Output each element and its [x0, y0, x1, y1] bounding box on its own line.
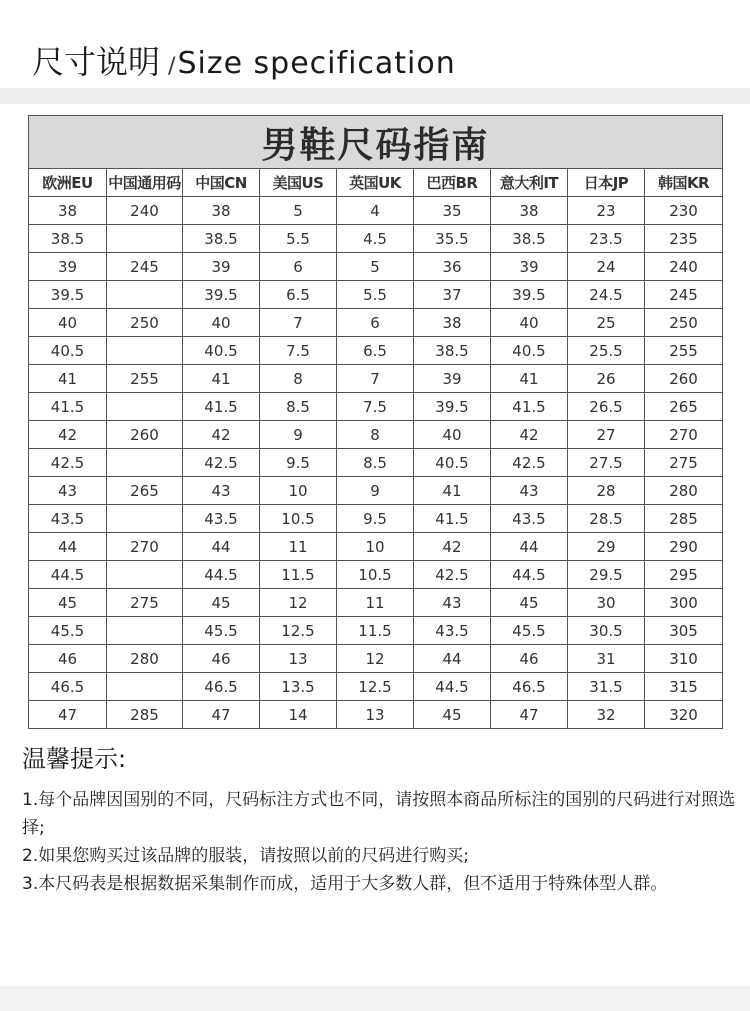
table-cell: 5.5: [337, 281, 414, 309]
table-cell: 12: [337, 645, 414, 673]
table-row: [29, 365, 723, 393]
table-cell: 44.5: [29, 561, 107, 589]
table-cell: 285: [645, 505, 723, 533]
table-cell: [107, 561, 183, 589]
table-cell: 42: [414, 533, 491, 561]
table-cell: 250: [107, 309, 183, 337]
table-cell: 41.5: [414, 505, 491, 533]
table-cell: 28: [568, 477, 645, 505]
table-cell: 42: [491, 421, 568, 449]
table-cell: 35: [414, 197, 491, 225]
title-separator: /: [168, 54, 176, 79]
table-cell: 280: [107, 645, 183, 673]
table-cell: 4.5: [337, 225, 414, 253]
table-cell: 44: [491, 533, 568, 561]
table-cell: 40.5: [183, 337, 260, 365]
table-row: [29, 645, 723, 673]
column-header: 英国UK: [337, 169, 414, 197]
table-cell: 255: [645, 337, 723, 365]
column-header: 韩国KR: [645, 169, 723, 197]
column-header: 意大利IT: [491, 169, 568, 197]
table-cell: [107, 281, 183, 309]
table-row: [29, 617, 723, 645]
page-title-en: Size specification: [177, 46, 456, 81]
table-row: [29, 533, 723, 561]
table-cell: 26.5: [568, 393, 645, 421]
table-row: [29, 561, 723, 589]
table-cell: 39: [29, 253, 107, 281]
table-cell: 45.5: [183, 617, 260, 645]
table-cell: 9.5: [260, 449, 337, 477]
table-row: [29, 197, 723, 225]
table-cell: 12.5: [337, 673, 414, 701]
table-cell: 6.5: [337, 337, 414, 365]
table-cell: 46.5: [491, 673, 568, 701]
table-cell: 7.5: [337, 393, 414, 421]
page-title: [32, 40, 456, 89]
table-cell: 26: [568, 365, 645, 393]
table-cell: 46.5: [29, 673, 107, 701]
table-cell: [107, 337, 183, 365]
table-title: 男鞋尺码指南: [29, 116, 723, 169]
table-row: [29, 421, 723, 449]
table-cell: 39: [414, 365, 491, 393]
table-cell: [107, 617, 183, 645]
table-cell: 12: [260, 589, 337, 617]
table-cell: 47: [491, 701, 568, 729]
table-cell: 6.5: [260, 281, 337, 309]
table-cell: 11.5: [337, 617, 414, 645]
table-cell: 240: [645, 253, 723, 281]
table-row: [29, 589, 723, 617]
table-cell: 280: [645, 477, 723, 505]
table-cell: 10: [337, 533, 414, 561]
table-cell: 42: [29, 421, 107, 449]
table-cell: 27: [568, 421, 645, 449]
table-cell: 245: [645, 281, 723, 309]
table-cell: 41.5: [29, 393, 107, 421]
table-cell: 8: [337, 421, 414, 449]
table-cell: 43.5: [183, 505, 260, 533]
table-cell: 10.5: [260, 505, 337, 533]
table-cell: 255: [107, 365, 183, 393]
table-cell: 230: [645, 197, 723, 225]
table-cell: [107, 449, 183, 477]
table-cell: 13: [337, 701, 414, 729]
table-cell: 38: [29, 197, 107, 225]
table-cell: 8.5: [260, 393, 337, 421]
table-cell: 29: [568, 533, 645, 561]
tip-item: 3.本尺码表是根据数据采集制作而成，适用于大多数人群，但不适用于特殊体型人群。: [22, 874, 668, 894]
table-cell: 13.5: [260, 673, 337, 701]
table-cell: 43: [491, 477, 568, 505]
table-cell: 13: [260, 645, 337, 673]
table-cell: 31: [568, 645, 645, 673]
table-cell: 35.5: [414, 225, 491, 253]
table-cell: 270: [107, 533, 183, 561]
table-row: [29, 281, 723, 309]
table-cell: 27.5: [568, 449, 645, 477]
table-cell: 28.5: [568, 505, 645, 533]
table-cell: 6: [337, 309, 414, 337]
table-cell: 41.5: [183, 393, 260, 421]
table-cell: 29.5: [568, 561, 645, 589]
table-cell: 45: [414, 701, 491, 729]
table-title-row: [29, 116, 723, 169]
table-cell: 39.5: [414, 393, 491, 421]
table-cell: [107, 225, 183, 253]
table-cell: 47: [183, 701, 260, 729]
table-cell: 42.5: [414, 561, 491, 589]
table-cell: 38.5: [29, 225, 107, 253]
column-header: 欧洲EU: [29, 169, 107, 197]
footer-band: [0, 986, 750, 1011]
page-header: [0, 0, 750, 88]
table-row: [29, 309, 723, 337]
table-cell: 9.5: [337, 505, 414, 533]
table-cell: 24: [568, 253, 645, 281]
table-cell: 30.5: [568, 617, 645, 645]
table-cell: 44: [29, 533, 107, 561]
table-cell: 43.5: [491, 505, 568, 533]
table-cell: 41: [414, 477, 491, 505]
table-cell: 43: [183, 477, 260, 505]
table-cell: 43: [414, 589, 491, 617]
table-cell: 260: [107, 421, 183, 449]
table-cell: 5: [260, 197, 337, 225]
table-row: [29, 449, 723, 477]
table-cell: 8: [260, 365, 337, 393]
table-cell: 43.5: [29, 505, 107, 533]
table-cell: 24.5: [568, 281, 645, 309]
table-cell: 40: [183, 309, 260, 337]
table-cell: 41: [183, 365, 260, 393]
table-cell: 30: [568, 589, 645, 617]
table-cell: 290: [645, 533, 723, 561]
table-cell: 38: [491, 197, 568, 225]
table-cell: 265: [645, 393, 723, 421]
table-cell: 235: [645, 225, 723, 253]
table-cell: 9: [260, 421, 337, 449]
table-cell: 46: [29, 645, 107, 673]
table-cell: 40: [29, 309, 107, 337]
column-header: 美国US: [260, 169, 337, 197]
table-cell: 46: [491, 645, 568, 673]
table-cell: 46.5: [183, 673, 260, 701]
table-cell: 240: [107, 197, 183, 225]
table-cell: 43.5: [414, 617, 491, 645]
table-cell: 5.5: [260, 225, 337, 253]
table-cell: 42: [183, 421, 260, 449]
table-cell: 41.5: [491, 393, 568, 421]
table-cell: 44: [414, 645, 491, 673]
table-cell: 45: [183, 589, 260, 617]
table-cell: 11: [337, 589, 414, 617]
table-cell: 38: [183, 197, 260, 225]
table-cell: 40: [491, 309, 568, 337]
table-cell: 14: [260, 701, 337, 729]
table-row: [29, 477, 723, 505]
table-cell: 36: [414, 253, 491, 281]
column-header: 中国通用码: [107, 169, 183, 197]
table-cell: 42.5: [29, 449, 107, 477]
page-title-cn: 尺寸说明: [32, 43, 161, 81]
table-cell: 45.5: [491, 617, 568, 645]
tip-item: 1.每个品牌因国别的不同，尺码标注方式也不同，请按照本商品所标注的国别的尺码进行对照选择;: [22, 790, 736, 838]
table-cell: 38.5: [414, 337, 491, 365]
table-cell: 260: [645, 365, 723, 393]
table-cell: 47: [29, 701, 107, 729]
table-cell: 41: [29, 365, 107, 393]
table-cell: 23.5: [568, 225, 645, 253]
table-row: [29, 505, 723, 533]
table-cell: 315: [645, 673, 723, 701]
table-row: [29, 393, 723, 421]
table-cell: 40.5: [29, 337, 107, 365]
size-chart-table: [28, 115, 723, 729]
table-cell: 40: [414, 421, 491, 449]
table-row: [29, 673, 723, 701]
table-cell: 39: [491, 253, 568, 281]
table-body: [29, 197, 723, 729]
table-cell: 265: [107, 477, 183, 505]
table-cell: 38.5: [491, 225, 568, 253]
table-row: [29, 337, 723, 365]
table-row: [29, 701, 723, 729]
table-cell: 44.5: [183, 561, 260, 589]
table-header-row: [29, 169, 723, 197]
table-cell: 39.5: [183, 281, 260, 309]
table-cell: 39: [183, 253, 260, 281]
table-cell: 23: [568, 197, 645, 225]
table-cell: 42.5: [183, 449, 260, 477]
table-cell: 38.5: [183, 225, 260, 253]
table-cell: 310: [645, 645, 723, 673]
header-divider-band: [0, 88, 750, 104]
tips-list: [22, 786, 738, 898]
table-cell: 45.5: [29, 617, 107, 645]
table-cell: 32: [568, 701, 645, 729]
table-cell: 11.5: [260, 561, 337, 589]
table-cell: [107, 393, 183, 421]
table-cell: [107, 673, 183, 701]
table-row: [29, 225, 723, 253]
table-cell: 43: [29, 477, 107, 505]
table-cell: 41: [491, 365, 568, 393]
table-cell: 45: [491, 589, 568, 617]
table-cell: 40.5: [491, 337, 568, 365]
table-cell: 10: [260, 477, 337, 505]
table-cell: 39.5: [29, 281, 107, 309]
table-cell: 295: [645, 561, 723, 589]
table-cell: 7: [337, 365, 414, 393]
table-cell: 12.5: [260, 617, 337, 645]
table-cell: 6: [260, 253, 337, 281]
table-cell: 8.5: [337, 449, 414, 477]
table-cell: 270: [645, 421, 723, 449]
table-cell: 25.5: [568, 337, 645, 365]
table-cell: [107, 505, 183, 533]
table-cell: 37: [414, 281, 491, 309]
table-cell: 7.5: [260, 337, 337, 365]
column-header: 中国CN: [183, 169, 260, 197]
table-cell: 305: [645, 617, 723, 645]
table-cell: 45: [29, 589, 107, 617]
table-cell: 275: [107, 589, 183, 617]
table-cell: 275: [645, 449, 723, 477]
table-cell: 9: [337, 477, 414, 505]
table-cell: 31.5: [568, 673, 645, 701]
column-header: 巴西BR: [414, 169, 491, 197]
table-cell: 40.5: [414, 449, 491, 477]
table-cell: 42.5: [491, 449, 568, 477]
table-cell: 44: [183, 533, 260, 561]
table-cell: 320: [645, 701, 723, 729]
table-cell: 46: [183, 645, 260, 673]
table-cell: 4: [337, 197, 414, 225]
table-cell: 38: [414, 309, 491, 337]
table-cell: 11: [260, 533, 337, 561]
table-cell: 7: [260, 309, 337, 337]
table-cell: 5: [337, 253, 414, 281]
tips-title: 温馨提示:: [22, 745, 127, 773]
table-cell: 44.5: [414, 673, 491, 701]
tip-item: 2.如果您购买过该品牌的服装，请按照以前的尺码进行购买;: [22, 846, 469, 866]
table-cell: 285: [107, 701, 183, 729]
table-cell: 300: [645, 589, 723, 617]
table-cell: 39.5: [491, 281, 568, 309]
table-cell: 25: [568, 309, 645, 337]
table-cell: 10.5: [337, 561, 414, 589]
table-row: [29, 253, 723, 281]
table-cell: 245: [107, 253, 183, 281]
column-header: 日本JP: [568, 169, 645, 197]
table-cell: 250: [645, 309, 723, 337]
table-cell: 44.5: [491, 561, 568, 589]
